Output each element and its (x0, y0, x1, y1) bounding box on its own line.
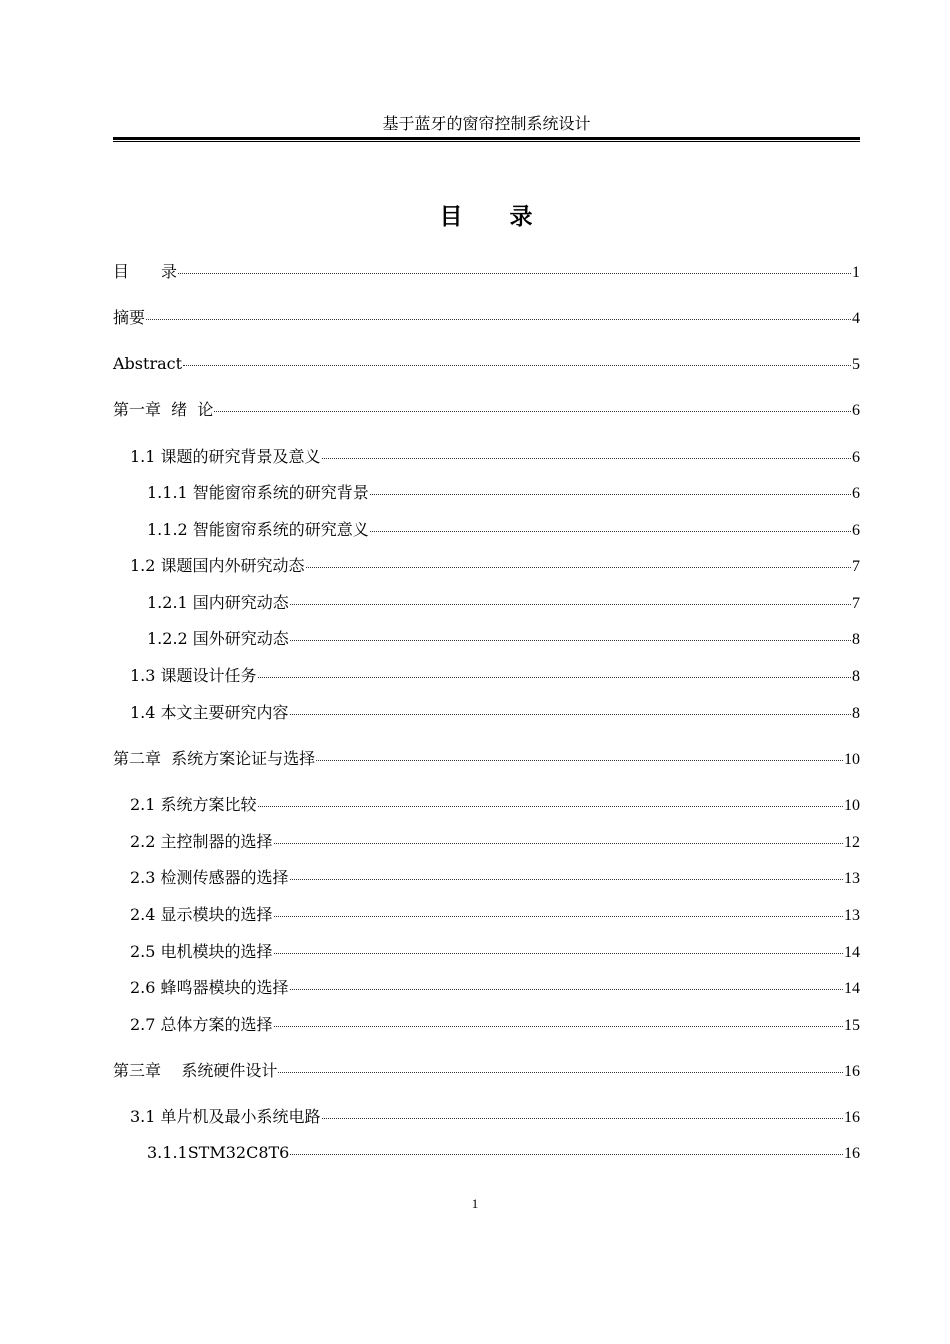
toc-entry-page: 14 (844, 980, 860, 997)
toc-entry-page: 8 (852, 705, 860, 722)
leader-dots (290, 713, 851, 715)
toc-entry-label: 目 录 (113, 262, 178, 281)
toc-entry-3-1-1[interactable] (113, 1143, 860, 1164)
toc-entry-page: 14 (844, 944, 860, 961)
leader-dots (274, 1025, 843, 1027)
toc-entry-label: 1.1 课题的研究背景及意义 (130, 447, 321, 466)
toc-entry-page: 13 (844, 907, 860, 924)
toc-entry-page: 16 (844, 1145, 860, 1162)
toc-entry-1-1-1[interactable] (113, 483, 860, 504)
toc-entry-page: 12 (844, 834, 860, 851)
toc-entry-page: 6 (852, 485, 860, 502)
header-rule-thick (113, 137, 860, 140)
toc-entry-label: 第一章 绪 论 (113, 400, 214, 419)
leader-dots (278, 1071, 843, 1073)
leader-dots (274, 915, 843, 917)
leader-dots (274, 842, 843, 844)
toc-entry-1-1[interactable] (113, 447, 860, 468)
toc-entry-page: 8 (852, 631, 860, 648)
toc-entry-1-1-2[interactable] (113, 520, 860, 541)
toc-entry-page: 15 (844, 1017, 860, 1034)
leader-dots (183, 364, 851, 366)
toc-heading-left: 目 (439, 204, 464, 230)
toc-entry-1-2-1[interactable] (113, 593, 860, 614)
toc-entry-3-1[interactable] (113, 1107, 860, 1128)
toc-heading (113, 198, 860, 231)
toc-entry-page: 5 (852, 356, 860, 373)
leader-dots (178, 272, 851, 274)
toc-entry-label: 2.5 电机模块的选择 (130, 942, 273, 961)
toc-entry-chapter-2[interactable] (113, 749, 860, 770)
toc-entry-label: 摘要 (113, 308, 146, 327)
toc-entry-1-4[interactable] (113, 703, 860, 724)
toc-entry-label: 3.1.1STM32C8T6 (147, 1143, 290, 1162)
toc-entry-2-7[interactable] (113, 1015, 860, 1036)
toc-entry-page: 16 (844, 1063, 860, 1080)
toc-entry-label: 3.1 单片机及最小系统电路 (130, 1107, 321, 1126)
toc-entry-2-1[interactable] (113, 795, 860, 816)
toc-entry-label: 2.4 显示模块的选择 (130, 905, 273, 924)
leader-dots (370, 493, 851, 495)
toc-entry-2-4[interactable] (113, 905, 860, 926)
toc-entry-label: 2.2 主控制器的选择 (130, 832, 273, 851)
toc-entry-page: 8 (852, 668, 860, 685)
toc-entry-label: 2.6 蜂鸣器模块的选择 (130, 978, 289, 997)
leader-dots (146, 318, 851, 320)
toc-entry-page: 7 (852, 595, 860, 612)
toc-entry-label: 1.3 课题设计任务 (130, 666, 257, 685)
toc-entry-2-5[interactable] (113, 942, 860, 963)
toc-entry-label: 1.2.1 国内研究动态 (147, 593, 289, 612)
leader-dots (290, 878, 843, 880)
toc-entry-label: Abstract (113, 354, 183, 373)
toc-entry-abstract-cn[interactable] (113, 308, 860, 329)
toc-entry-page: 16 (844, 1109, 860, 1126)
toc-entry-label: 1.4 本文主要研究内容 (130, 703, 289, 722)
leader-dots (258, 805, 843, 807)
toc-entry-page: 6 (852, 449, 860, 466)
page-header-title: 基于蓝牙的窗帘控制系统设计 (382, 114, 591, 133)
toc-entry-label: 第三章 系统硬件设计 (113, 1061, 278, 1080)
toc-entry-label: 1.2 课题国内外研究动态 (130, 556, 305, 575)
leader-dots (306, 566, 851, 568)
leader-dots (316, 759, 843, 761)
leader-dots (290, 603, 851, 605)
toc-entry-page: 1 (852, 264, 860, 281)
toc-entry-label: 2.7 总体方案的选择 (130, 1015, 273, 1034)
toc-entry-label: 2.3 检测传感器的选择 (130, 868, 289, 887)
toc-entry-page: 13 (844, 870, 860, 887)
leader-dots (274, 952, 843, 954)
toc-entry-page: 7 (852, 558, 860, 575)
toc-entry-page: 6 (852, 522, 860, 539)
toc-entry-label: 2.1 系统方案比较 (130, 795, 257, 814)
leader-dots (290, 639, 851, 641)
leader-dots (370, 530, 851, 532)
toc-entry-label: 第二章 系统方案论证与选择 (113, 749, 316, 768)
toc-entry-2-2[interactable] (113, 832, 860, 853)
leader-dots (290, 1153, 843, 1155)
toc-entry-chapter-3[interactable] (113, 1061, 860, 1082)
toc-heading-right: 录 (509, 204, 534, 230)
toc-entry-label: 1.1.2 智能窗帘系统的研究意义 (147, 520, 369, 539)
leader-dots (290, 988, 843, 990)
toc-entry-abstract-en[interactable] (113, 354, 860, 375)
toc-entry-contents[interactable] (113, 262, 860, 283)
toc-entry-1-2-2[interactable] (113, 629, 860, 650)
toc-entry-page: 4 (852, 310, 860, 327)
leader-dots (322, 1117, 843, 1119)
toc-entry-2-3[interactable] (113, 868, 860, 889)
leader-dots (322, 457, 851, 459)
toc-entry-page: 10 (844, 751, 860, 768)
toc-entry-1-2[interactable] (113, 556, 860, 577)
leader-dots (214, 410, 851, 412)
toc-entry-1-3[interactable] (113, 666, 860, 687)
toc-entry-page: 6 (852, 402, 860, 419)
toc-entry-label: 1.2.2 国外研究动态 (147, 629, 289, 648)
leader-dots (258, 676, 851, 678)
header-rule-thin (113, 141, 860, 142)
page-number: 1 (471, 1196, 479, 1211)
toc-entry-chapter-1[interactable] (113, 400, 860, 421)
toc-entry-label: 1.1.1 智能窗帘系统的研究背景 (147, 483, 369, 502)
toc-entry-page: 10 (844, 797, 860, 814)
toc-entry-2-6[interactable] (113, 978, 860, 999)
